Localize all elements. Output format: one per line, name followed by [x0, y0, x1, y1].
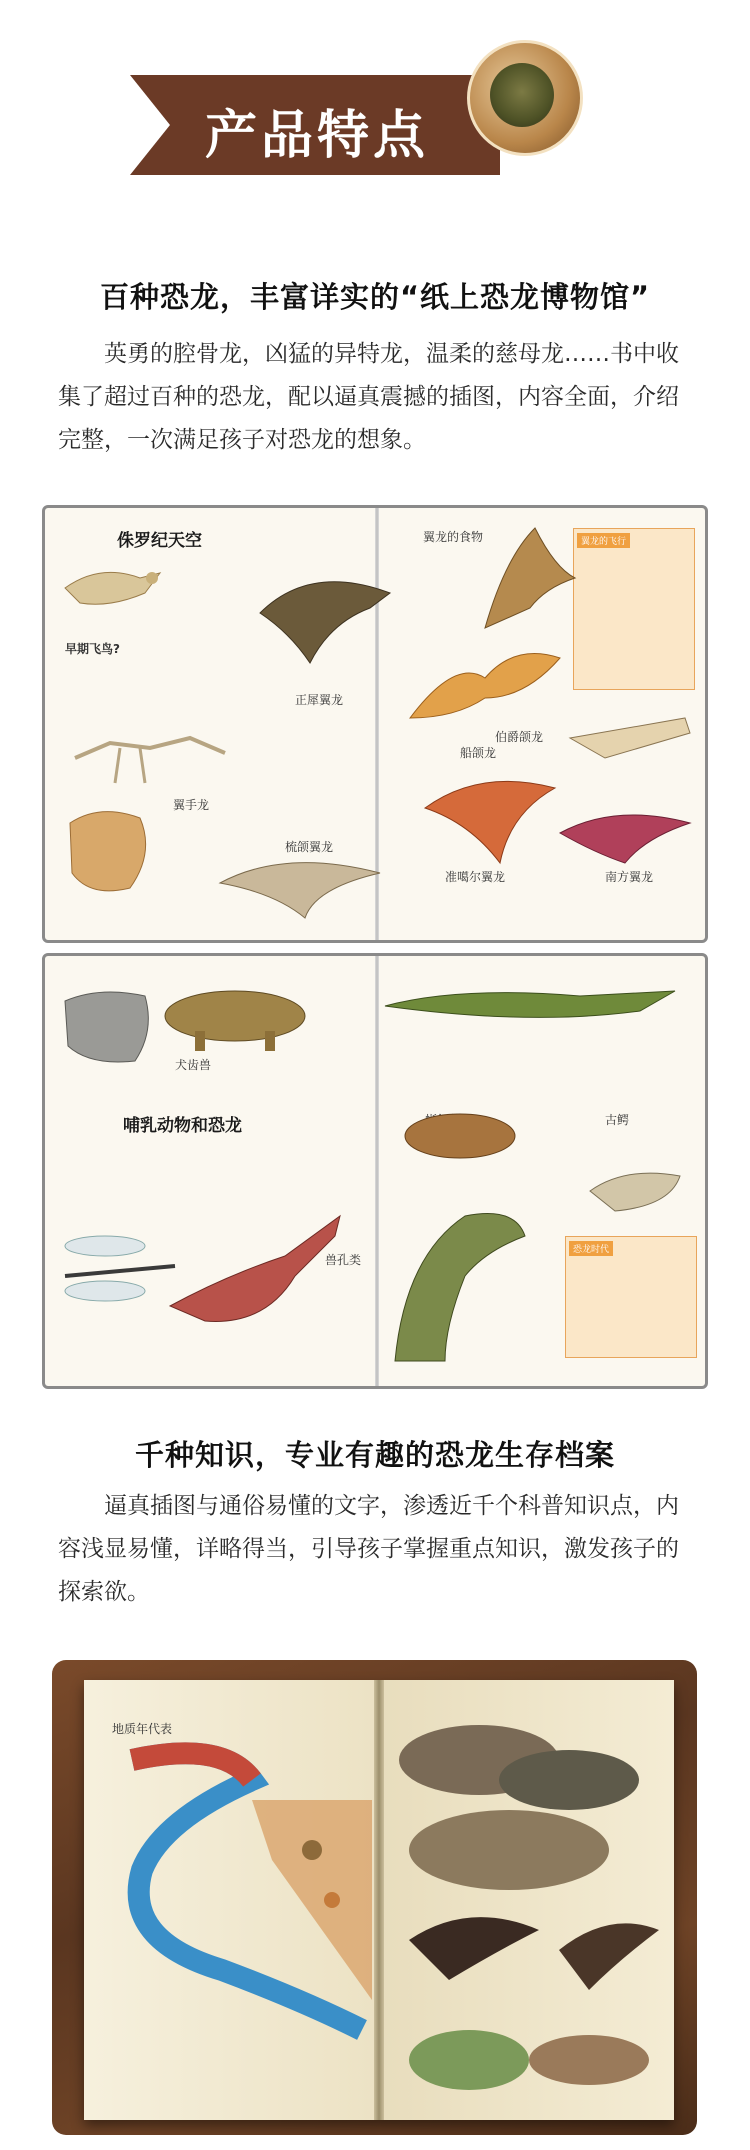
spread2-sidebox [565, 1236, 697, 1358]
book-spread-jurassic-sky [42, 505, 708, 943]
spread2-label-1: 犬齿兽 [175, 1058, 212, 1072]
spread2-label-2: 兽孔类 [325, 1253, 362, 1267]
orange-pterosaur-illustration [405, 638, 565, 748]
spread2-label-4: 古鳄 [605, 1113, 630, 1127]
banner-title: 产品特点 [205, 106, 430, 166]
rhamphorhynchus-illustration [250, 553, 400, 673]
section1-title: 百种恐龙，丰富详实的“纸上恐龙博物馆” [99, 280, 651, 314]
spread1-right-label-3: 准噶尔翼龙 [445, 870, 506, 884]
spread1-label-1: 正犀翼龙 [295, 693, 344, 707]
open-book [84, 1680, 674, 2120]
spread1-sidebox-title: 翼龙的飞行 [577, 533, 630, 548]
dinosaur-head-illustration [385, 1196, 535, 1366]
skeleton-illustration [70, 723, 230, 793]
pteranodon-illustration [475, 518, 585, 638]
skull-illustration [585, 1161, 685, 1216]
spread1-right-label-4: 南方翼龙 [605, 870, 654, 884]
spread1-label-2: 翼手龙 [173, 798, 210, 812]
product-features-banner [130, 75, 500, 175]
therapsid-illustration [155, 976, 325, 1056]
section2-body: 逼真插图与通俗易懂的文字，渗透近千个科普知识点，内容浅显易懂，详略得当，引导孩子掌握重点知识，激发孩子的探索欲。 [58, 1493, 679, 1605]
fossil-illustration [60, 803, 155, 898]
crocodile-reptile-illustration [165, 1196, 345, 1346]
spread1-right-label-2: 伯爵颌龙 [495, 730, 544, 744]
fossil-rock-illustration [60, 986, 155, 1066]
ribbon-tail [130, 75, 170, 175]
spread1-question: 早期飞鸟? [65, 642, 120, 656]
open-book-photo [52, 1660, 697, 2135]
spread1-label-3: 梳颌翼龙 [285, 840, 334, 854]
book-page-title: 地质年代表 [112, 1722, 173, 1736]
spread1-right-label-1: 翼龙的食物 [423, 530, 484, 544]
spread2-left-title: 哺乳动物和恐龙 [123, 1116, 242, 1136]
cynodont-illustration [395, 1096, 525, 1176]
archaeopteryx-illustration [60, 548, 170, 638]
section1-body: 英勇的腔骨龙，凶猛的异特龙，温柔的慈母龙……书中收集了超过百种的恐龙，配以逼真震撼的插图，内容全面，介绍完整，一次满足孩子对恐龙的想象。 [58, 341, 679, 453]
spread1-sidebox [573, 528, 695, 690]
red-pterosaur-illustration [420, 768, 560, 868]
book-spread-mammals-dinosaurs [42, 953, 708, 1389]
section2-title: 千种知识，专业有趣的恐龙生存档案 [134, 1438, 615, 1472]
spread1-left-title: 侏罗纪天空 [117, 531, 202, 551]
lizard-illustration [380, 976, 680, 1036]
spread2-sidebox-title: 恐龙时代 [569, 1241, 613, 1256]
spread1-label-4: 船颌龙 [460, 746, 497, 760]
pterosaur-skull-illustration [565, 708, 695, 768]
dinosaur-egg-icon [467, 40, 583, 156]
geologic-timeline-illustration [102, 1740, 382, 2040]
pterodactylus-illustration [215, 843, 385, 923]
dinosaur-collage-illustration [389, 1700, 669, 2110]
pterosaur-head-illustration [555, 798, 695, 868]
